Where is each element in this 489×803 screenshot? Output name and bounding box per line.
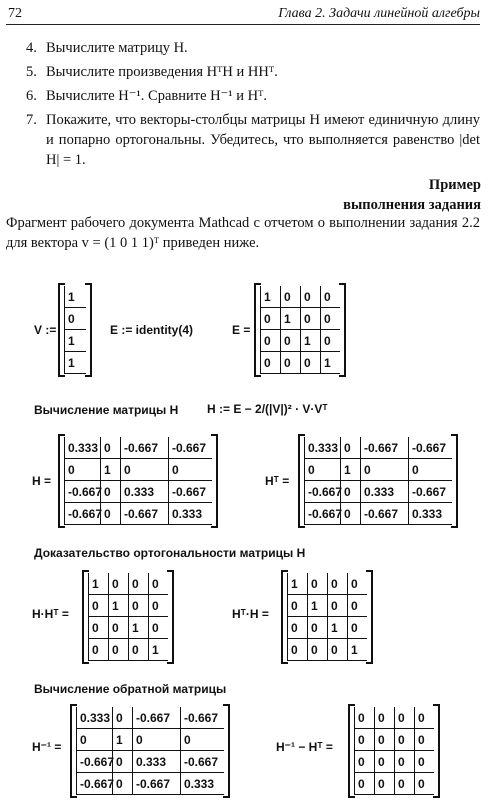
matrix-cell: -0.667 xyxy=(408,481,452,503)
matrix-cell: -0.667 xyxy=(180,707,224,729)
task-item xyxy=(26,110,480,170)
matrix-cell: 0 xyxy=(148,573,168,595)
matrix-cell: 0 xyxy=(76,729,112,751)
matrix-cell: 0 xyxy=(320,308,340,330)
matrix-cell: 0 xyxy=(374,707,394,729)
matrix-cell: 0 xyxy=(260,330,280,352)
matrix-cell: -0.667 xyxy=(64,503,100,525)
matrix-cell: 1 xyxy=(148,639,168,661)
matrix-cell: 1 xyxy=(100,459,120,481)
hth-label: Hᵀ·H = xyxy=(232,607,269,621)
page-header xyxy=(6,6,480,25)
matrix-cell: 0 xyxy=(180,729,224,751)
task-number: 5. xyxy=(26,64,37,80)
matrix-cell: 0 xyxy=(354,751,374,773)
ht-matrix xyxy=(298,434,458,528)
task-number: 4. xyxy=(26,40,37,56)
matrix-cell: 0 xyxy=(112,773,132,795)
matrix-cell: 0 xyxy=(100,481,120,503)
task-item xyxy=(26,86,480,106)
matrix-cell: -0.667 xyxy=(132,773,180,795)
matrix-cell: 0.333 xyxy=(304,437,340,459)
matrix-cell: 0 xyxy=(374,773,394,795)
matrix-cell: 1 xyxy=(128,617,148,639)
matrix-cell: 0 xyxy=(307,573,327,595)
h-label: H = xyxy=(32,474,52,488)
matrix-cell: 0 xyxy=(88,595,108,617)
matrix-cell: 0 xyxy=(120,459,168,481)
matrix-cell: 0 xyxy=(394,773,414,795)
matrix-cell: 0 xyxy=(327,595,347,617)
matrix-cell: 0 xyxy=(304,459,340,481)
matrix-cell: 0 xyxy=(108,573,128,595)
matrix-cell: 0 xyxy=(340,503,360,525)
matrix-cell: 0 xyxy=(280,330,300,352)
matrix-cell: 0 xyxy=(300,352,320,374)
matrix-cell: 0 xyxy=(320,286,340,308)
matrix-cell: 0 xyxy=(347,617,367,639)
matrix-cell: 0 xyxy=(394,729,414,751)
task-item xyxy=(26,38,480,58)
matrix-cell: 0 xyxy=(414,707,434,729)
h-matrix xyxy=(58,434,218,528)
matrix-cell: 0 xyxy=(260,308,280,330)
hth-matrix xyxy=(281,570,373,664)
matrix-cell: -0.667 xyxy=(180,751,224,773)
matrix-cell: 1 xyxy=(340,459,360,481)
matrix-cell: -0.667 xyxy=(168,481,212,503)
matrix-cell: 0 xyxy=(64,308,86,330)
matrix-cell: 0 xyxy=(347,595,367,617)
matrix-cell: 0.333 xyxy=(360,481,408,503)
matrix-cell: 0 xyxy=(88,639,108,661)
matrix-cell: 0 xyxy=(280,286,300,308)
matrix-cell: 1 xyxy=(347,639,367,661)
matrix-cell: -0.667 xyxy=(76,773,112,795)
matrix-cell: -0.667 xyxy=(360,503,408,525)
matrix-cell: 0 xyxy=(88,617,108,639)
matrix-cell: 0 xyxy=(128,639,148,661)
matrix-cell: 1 xyxy=(280,308,300,330)
matrix-cell: 1 xyxy=(108,595,128,617)
zero-matrix xyxy=(348,704,440,798)
matrix-cell: 0 xyxy=(300,308,320,330)
matrix-cell: 0 xyxy=(354,729,374,751)
matrix-cell: 0 xyxy=(108,617,128,639)
matrix-cell: 1 xyxy=(320,352,340,374)
section-compute-h: Вычисление матрицы H xyxy=(34,403,179,417)
matrix-cell: 0.333 xyxy=(180,773,224,795)
task-number: 7. xyxy=(26,112,37,128)
matrix-cell: 0 xyxy=(307,639,327,661)
matrix-cell: 0 xyxy=(148,595,168,617)
matrix-cell: 0 xyxy=(100,437,120,459)
matrix-cell: -0.667 xyxy=(64,481,100,503)
section-inverse: Вычисление обратной матрицы xyxy=(34,682,227,696)
task-text: Вычислите матрицу H. xyxy=(46,40,188,56)
matrix-cell: 0 xyxy=(354,773,374,795)
matrix-cell: 0 xyxy=(374,729,394,751)
matrix-cell: 0 xyxy=(327,639,347,661)
matrix-cell: 0 xyxy=(148,617,168,639)
hinv-label: H⁻¹ = xyxy=(32,740,62,754)
matrix-cell: -0.667 xyxy=(132,707,180,729)
matrix-cell: 0 xyxy=(128,595,148,617)
task-text: Вычислите H⁻¹. Сравните H⁻¹ и Hᵀ. xyxy=(46,88,267,104)
matrix-cell: 0 xyxy=(408,459,452,481)
matrix-cell: 0 xyxy=(394,707,414,729)
matrix-cell: 1 xyxy=(112,729,132,751)
matrix-cell: 0 xyxy=(320,330,340,352)
hinv-matrix xyxy=(70,704,230,798)
matrix-cell: 1 xyxy=(260,286,280,308)
matrix-cell: -0.667 xyxy=(168,437,212,459)
heading-line: Пример xyxy=(428,177,481,193)
matrix-cell: 0 xyxy=(414,773,434,795)
matrix-cell: 1 xyxy=(64,286,86,308)
matrix-cell: 0 xyxy=(340,481,360,503)
matrix-cell: 0 xyxy=(287,595,307,617)
h-formula: H := E − 2/(|V|)² · V·Vᵀ xyxy=(207,402,328,416)
matrix-cell: 1 xyxy=(64,352,86,374)
matrix-cell: 0.333 xyxy=(120,481,168,503)
hinv-minus-ht-label: H⁻¹ − Hᵀ = xyxy=(276,740,333,754)
matrix-cell: 0 xyxy=(327,573,347,595)
matrix-cell: 0 xyxy=(374,751,394,773)
intro-paragraph: Фрагмент рабочего документа Mathcad с отчетом о выполнении задания 2.2 для вектора v = (1 0 1 1)ᵀ приведен ниже. xyxy=(6,215,480,251)
matrix-cell: 0 xyxy=(64,459,100,481)
matrix-cell: 0 xyxy=(394,751,414,773)
matrix-cell: 0 xyxy=(112,707,132,729)
matrix-cell: 0 xyxy=(354,707,374,729)
matrix-cell: 0.333 xyxy=(168,503,212,525)
matrix-cell: -0.667 xyxy=(304,481,340,503)
matrix-cell: 0 xyxy=(280,352,300,374)
matrix-cell: 0 xyxy=(168,459,212,481)
matrix-cell: 0 xyxy=(300,286,320,308)
task-number: 6. xyxy=(26,88,37,104)
hht-label: H·Hᵀ = xyxy=(32,607,69,621)
matrix-cell: 0 xyxy=(347,573,367,595)
task-text: Покажите, что векторы-столбцы матрицы H имеют единичную длину и попарно ортогональны. Убедитесь, что выполняется равенство |det H| = 1. xyxy=(46,112,480,168)
matrix-cell: 0.333 xyxy=(76,707,112,729)
matrix-cell: -0.667 xyxy=(408,437,452,459)
e-definition: E := identity(4) xyxy=(110,323,194,337)
matrix-cell: 0.333 xyxy=(132,751,180,773)
e-matrix xyxy=(254,283,346,377)
matrix-cell: -0.667 xyxy=(76,751,112,773)
matrix-cell: 0 xyxy=(307,617,327,639)
matrix-cell: 1 xyxy=(327,617,347,639)
matrix-cell: 1 xyxy=(300,330,320,352)
matrix-cell: -0.667 xyxy=(304,503,340,525)
matrix-cell: 0.333 xyxy=(64,437,100,459)
heading-line: выполнения задания xyxy=(343,197,481,213)
matrix-cell: 0 xyxy=(132,729,180,751)
matrix-cell: 1 xyxy=(307,595,327,617)
matrix-cell: -0.667 xyxy=(120,503,168,525)
matrix-cell: 0 xyxy=(100,503,120,525)
matrix-cell: 0.333 xyxy=(408,503,452,525)
v-vector xyxy=(58,283,92,377)
matrix-cell: -0.667 xyxy=(120,437,168,459)
matrix-cell: 0 xyxy=(414,729,434,751)
matrix-cell: 0 xyxy=(112,751,132,773)
matrix-cell: 1 xyxy=(88,573,108,595)
section-orthogonality: Доказательство ортогональности матрицы H xyxy=(34,546,306,560)
chapter-title: Глава 2. Задачи линейной алгебры xyxy=(278,6,480,21)
example-heading xyxy=(343,175,481,215)
matrix-cell: 0 xyxy=(340,437,360,459)
e-label: E = xyxy=(232,323,251,337)
page-number: 72 xyxy=(8,6,22,21)
matrix-cell: 0 xyxy=(260,352,280,374)
matrix-cell: 0 xyxy=(414,751,434,773)
ht-label: Hᵀ = xyxy=(265,474,290,488)
v-label: V := xyxy=(34,323,57,337)
matrix-cell: 0 xyxy=(287,639,307,661)
task-item xyxy=(26,62,480,82)
matrix-cell: 0 xyxy=(360,459,408,481)
matrix-cell: 0 xyxy=(108,639,128,661)
matrix-cell: 1 xyxy=(64,330,86,352)
matrix-cell: 0 xyxy=(287,617,307,639)
matrix-cell: -0.667 xyxy=(360,437,408,459)
hht-matrix xyxy=(82,570,174,664)
matrix-cell: 1 xyxy=(287,573,307,595)
task-text: Вычислите произведения HᵀH и HHᵀ. xyxy=(46,64,278,80)
matrix-cell: 0 xyxy=(128,573,148,595)
